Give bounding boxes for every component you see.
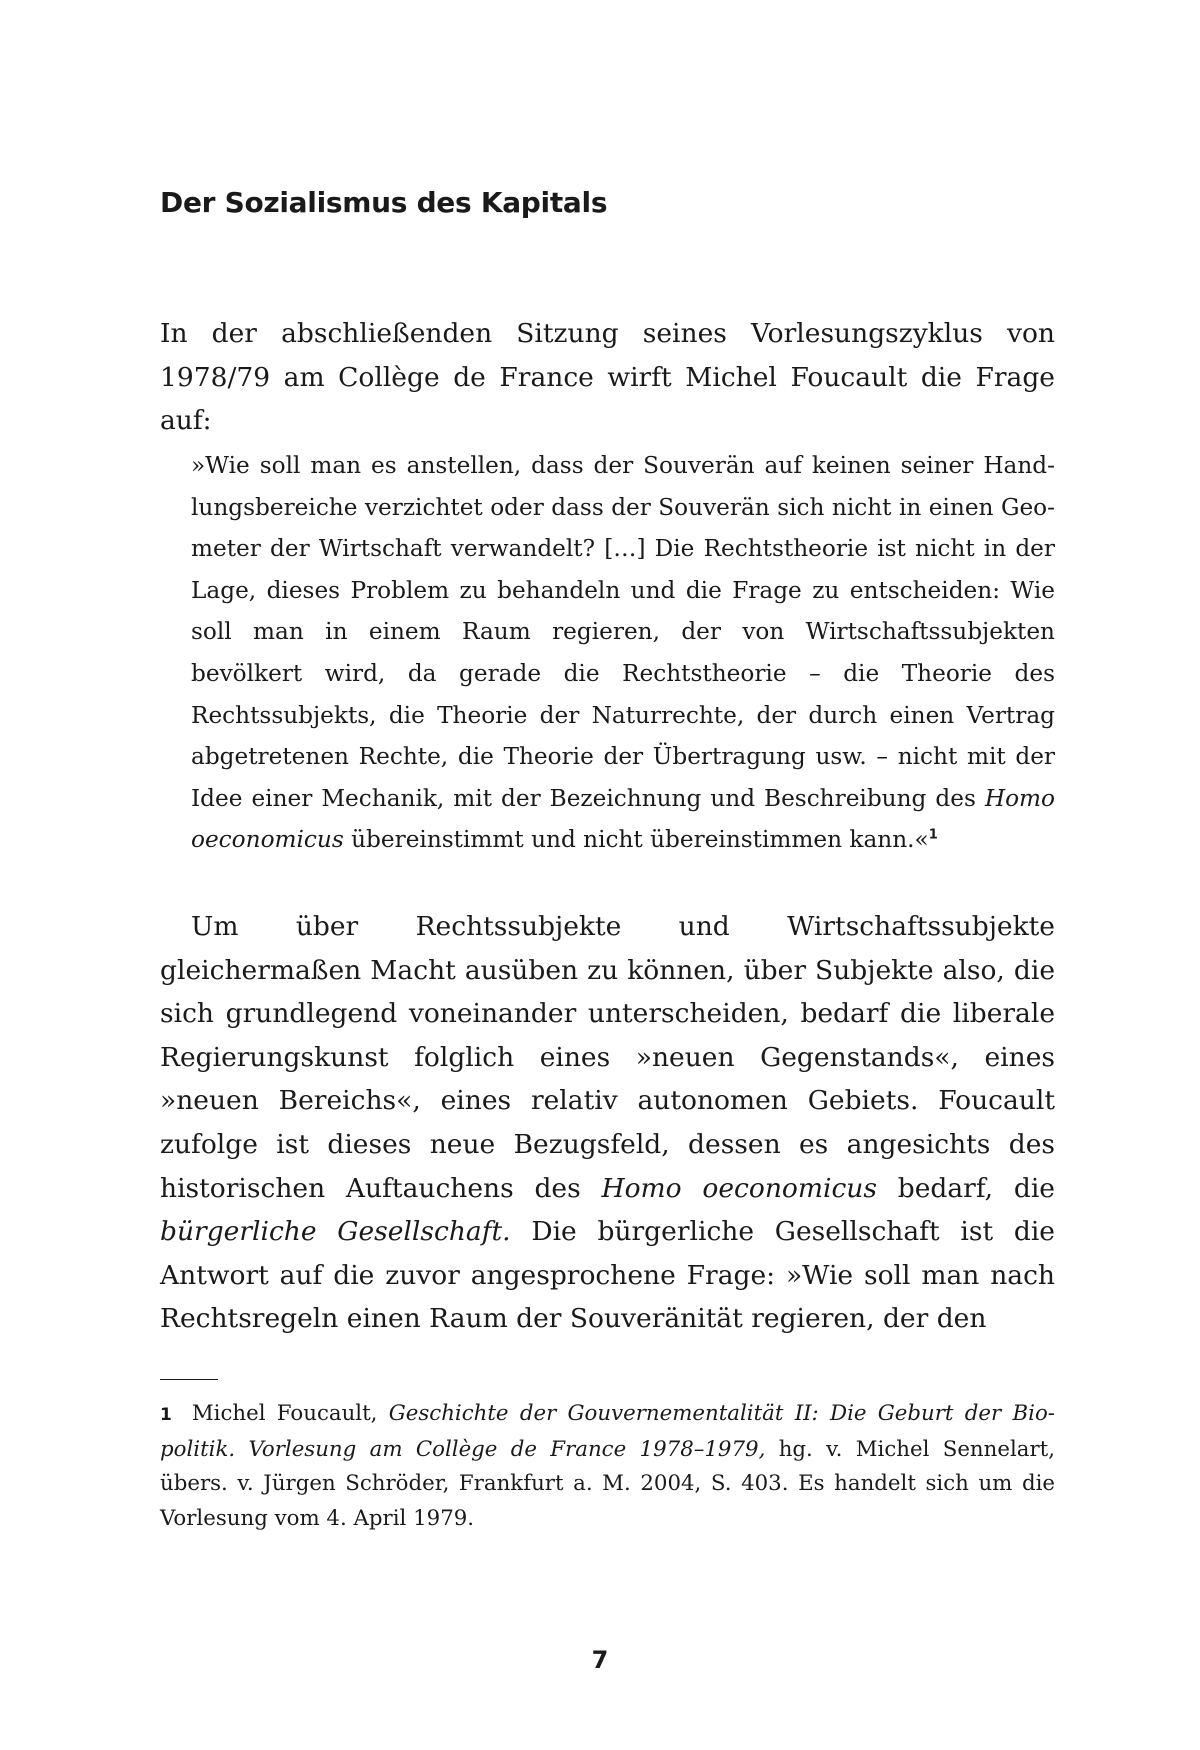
- footnote-reference[interactable]: 1: [928, 827, 938, 843]
- para-italic-2: bürgerliche Gesellschaft.: [160, 1216, 511, 1248]
- body-paragraph: [160, 905, 1055, 1341]
- chapter-heading: Der Sozialismus des Kapitals: [160, 186, 608, 219]
- footnote: [160, 1397, 1055, 1536]
- para-text-3: Die bürgerliche Gesellschaft ist die Antwort auf die zuvor angesprochene Frage: »Wie soll man nach Rechtsregeln einen Raum der Souveränität regieren, der den: [160, 1216, 1055, 1335]
- footnote-number: 1: [160, 1405, 172, 1425]
- intro-paragraph: In der abschließenden Sitzung seines Vorlesungszyklus von 1978/79 am Collège de France wirft Michel Foucault die Frage auf:: [160, 318, 1055, 437]
- page-number: 7: [591, 1646, 609, 1674]
- footnote-italic: Geschichte der Gouvernementalität II: Die Geburt der Biopolitik. Vorlesung am Collège de France 1978–1979,: [160, 1401, 1055, 1462]
- para-text-2: bedarf, die: [876, 1172, 1055, 1204]
- block-quote: [191, 445, 1055, 861]
- quote-text-end: übereinstimmt und nicht übereinstimmen kann.«: [343, 826, 929, 854]
- quote-text: »Wie soll man es anstellen, dass der Souverän auf keinen seiner Handlungsbereiche verzichtet oder dass der Souverän sich nicht in einen Geometer der Wirtschaft verwandelt? […] Die Rechtstheorie ist nicht in der Lage, dieses Problem zu behandeln und die Frage zu entscheiden: Wie soll man in einem Raum regieren, der von Wirtschaftssubjekten bevölkert wird, da gerade die Rechtstheorie – die Theorie des Rechtssubjekts, die Theorie der Naturrechte, der durch einen Vertrag abgetretenen Rechte, die Theorie der Übertragung usw. – nicht mit der Idee einer Mechanik, mit der Bezeichnung und Beschreibung des: [191, 452, 1055, 812]
- footnote-text-2: hg. v. Michel Sennelart, übers. v. Jürgen Schröder, Frankfurt a. M. 2004, S. 403. Es handelt sich um die Vorlesung vom 4. April 1979.: [160, 1436, 1055, 1531]
- footnote-text-1: Michel Foucault,: [191, 1401, 389, 1426]
- para-text-1: Um über Rechtssubjekte und Wirtschaftssubjekte gleichermaßen Macht ausüben zu können, über Subjekte also, die sich grundlegend voneinander unterscheiden, bedarf die liberale Regierungskunst folglich eines »neuen Gegenstands«, eines »neuen Bereichs«, eines relativ autonomen Gebiets. Foucault zufolge ist dieses neue Bezugsfeld, dessen es angesichts des historischen Auftauchens des: [160, 911, 1055, 1204]
- para-italic-1: Homo oeconomicus: [601, 1172, 877, 1204]
- quote-italic: Homo oeconomicus: [191, 784, 1055, 854]
- footnote-divider: [160, 1379, 218, 1380]
